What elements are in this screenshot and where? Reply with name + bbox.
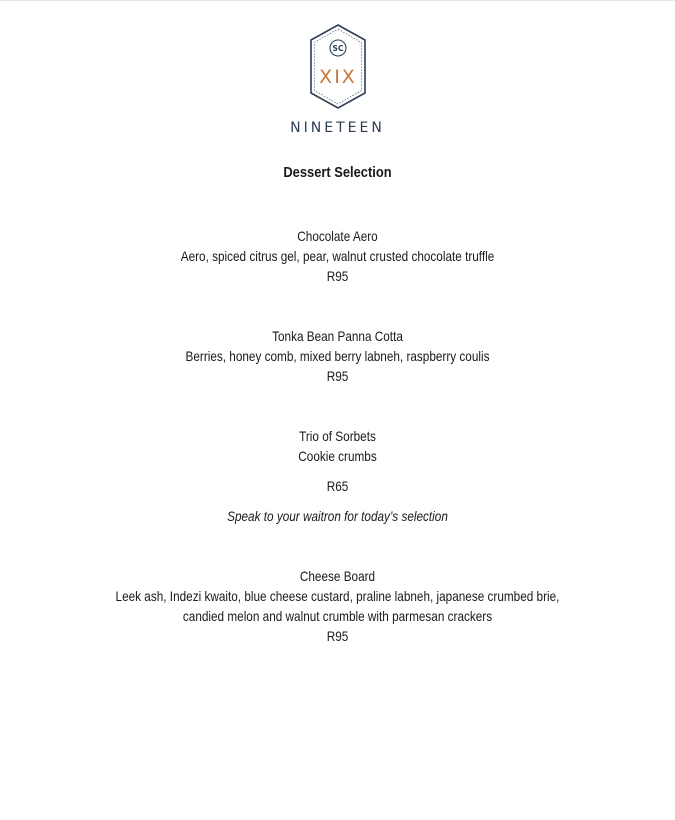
brand-name: NINETEEN — [290, 120, 385, 136]
item-name: Cheese Board — [299, 568, 376, 584]
item-description: Berries, honey comb, mixed berry labneh, raspberry coulis — [185, 348, 490, 364]
item-description: Aero, spiced citrus gel, pear, walnut crusted chocolate truffle — [180, 248, 495, 264]
item-note: Speak to your waitron for today’s selection — [227, 508, 448, 524]
menu-item-chocolate-aero — [0, 226, 675, 286]
item-name: Tonka Bean Panna Cotta — [272, 328, 403, 344]
item-price: R65 — [326, 478, 349, 494]
item-spacer — [0, 526, 675, 566]
item-name: Chocolate Aero — [297, 228, 378, 244]
dessert-menu — [0, 226, 675, 646]
item-price: R95 — [326, 268, 349, 284]
item-name: Trio of Sorbets — [299, 428, 376, 444]
top-divider — [0, 0, 675, 1]
item-description: Leek ash, Indezi kwaito, blue cheese custard, praline labneh, japanese crumbed brie, — [115, 588, 560, 604]
menu-item-panna-cotta — [0, 326, 675, 386]
item-spacer — [0, 286, 675, 326]
nineteen-logo — [309, 24, 367, 110]
item-price: R95 — [326, 628, 349, 644]
logo-numeral: XIX — [319, 66, 357, 88]
menu-item-sorbets — [0, 426, 675, 526]
page-title: Dessert Selection — [283, 164, 392, 181]
item-price: R95 — [326, 368, 349, 384]
item-spacer — [0, 386, 675, 426]
menu-item-cheese-board — [0, 566, 675, 646]
item-description-cont: candied melon and walnut crumble with parmesan crackers — [182, 608, 493, 624]
item-description: Cookie crumbs — [298, 448, 377, 464]
logo-monogram: SC — [332, 44, 344, 53]
